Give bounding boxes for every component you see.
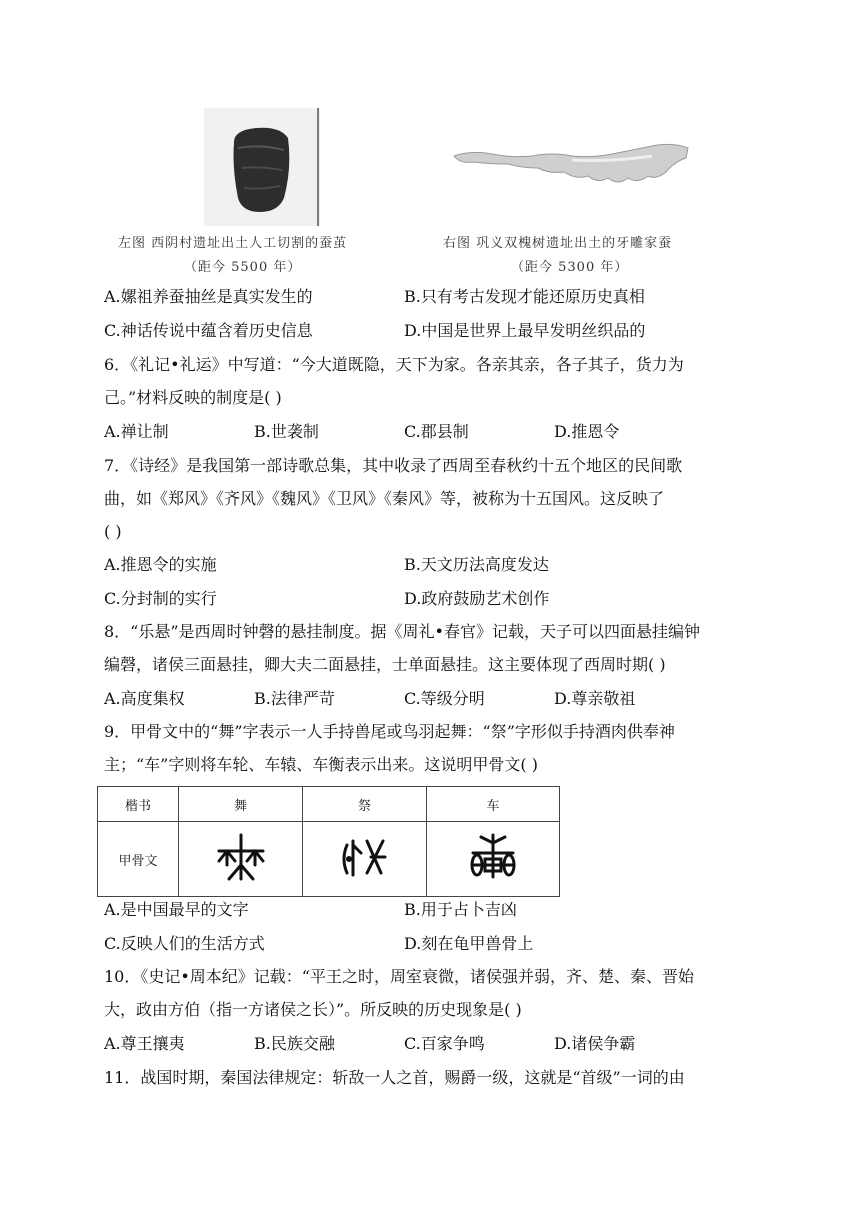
- q10-stem-line1: 10．《史记•周本纪》记载：“平王之时，周室衰微，诸侯强并弱，齐、楚、秦、晋始: [104, 967, 694, 986]
- q6-stem-line1: 6．《礼记•礼运》中写道：“今大道既隐，天下为家。各亲其亲，各子其子，货力为: [104, 355, 684, 374]
- q6-option-a: A.禅让制: [104, 422, 169, 441]
- q5-option-d: D.中国是世界上最早发明丝织品的: [404, 321, 646, 340]
- q5-option-b: B.只有考古发现才能还原历史真相: [404, 287, 645, 306]
- q10-option-b: B.民族交融: [254, 1034, 335, 1053]
- q6-option-c: C.郡县制: [404, 422, 469, 441]
- q7-stem-line1: 7．《诗经》是我国第一部诗歌总集，其中收录了西周至春秋约十五个地区的民间歌: [104, 456, 683, 475]
- ivory-silkworm-photo: [452, 136, 692, 196]
- table-header-kaishu: 楷书: [98, 787, 179, 822]
- q7-option-d: D.政府鼓励艺术创作: [404, 589, 550, 608]
- oracle-glyph-che: [427, 822, 560, 897]
- q7-option-c: C.分封制的实行: [104, 589, 217, 608]
- q11-stem-line1: 11．战国时期，秦国法律规定：斩敌一人之首，赐爵一级，这就是“首级”一词的由: [104, 1068, 685, 1087]
- q8-option-d: D.尊亲敬祖: [554, 689, 636, 708]
- q9-option-d: D.刻在龟甲兽骨上: [404, 934, 534, 953]
- q8-stem-line1: 8．“乐悬”是西周时钟磬的悬挂制度。据《周礼•春官》记载，天子可以四面悬挂编钟: [104, 622, 700, 641]
- table-char-che: 车: [427, 787, 560, 822]
- q8-option-b: B.法律严苛: [254, 689, 335, 708]
- q9-stem-line2: 主；“车”字则将车轮、车辕、车衡表示出来。这说明甲骨文( ): [104, 755, 538, 774]
- q5-option-c: C.神话传说中蕴含着历史信息: [104, 321, 313, 340]
- table-row-label-oracle: 甲骨文: [98, 822, 179, 897]
- oracle-glyph-wu: [179, 822, 303, 897]
- q9-option-b: B.用于占卜吉凶: [404, 900, 517, 919]
- right-figure-caption: 右图 巩义双槐树遗址出土的牙雕家蚕: [443, 236, 673, 251]
- q8-stem-line2: 编磬，诸侯三面悬挂，卿大夫二面悬挂，士单面悬挂。这主要体现了西周时期( ): [104, 655, 666, 674]
- cocoon-photo: [204, 108, 320, 226]
- q6-option-d: D.推恩令: [554, 422, 620, 441]
- q10-option-a: A.尊王攘夷: [104, 1034, 185, 1053]
- q9-option-a: A.是中国最早的文字: [104, 900, 249, 919]
- q9-stem-line1: 9．甲骨文中的“舞”字表示一人手持兽尾或鸟羽起舞：“祭”字形似手持酒肉供奉神: [104, 722, 675, 741]
- q9-option-c: C.反映人们的生活方式: [104, 934, 265, 953]
- oracle-glyph-ji: [303, 822, 427, 897]
- q10-stem-line2: 大，政由方伯（指一方诸侯之长）”。所反映的历史现象是( ): [104, 1000, 522, 1019]
- q10-option-d: D.诸侯争霸: [554, 1034, 636, 1053]
- q10-option-c: C.百家争鸣: [404, 1034, 485, 1053]
- q5-option-a: A.嫘祖养蚕抽丝是真实发生的: [104, 287, 313, 306]
- q7-stem-line3: ( ): [104, 522, 122, 541]
- q8-option-c: C.等级分明: [404, 689, 485, 708]
- right-figure-date: （距今 5300 年）: [511, 260, 629, 275]
- q7-stem-line2: 曲，如《郑风》《齐风》《魏风》《卫风》《秦风》等，被称为十五国风。这反映了: [104, 489, 665, 508]
- table-char-ji: 祭: [303, 787, 427, 822]
- table-char-wu: 舞: [179, 787, 303, 822]
- q6-stem-line2: 己。”材料反映的制度是( ): [104, 388, 282, 407]
- q7-option-a: A.推恩令的实施: [104, 555, 217, 574]
- left-figure-date: （距今 5500 年）: [184, 260, 302, 275]
- left-figure-caption: 左图 西阴村遗址出土人工切割的蚕茧: [118, 236, 348, 251]
- q7-option-b: B.天文历法高度发达: [404, 555, 549, 574]
- q8-option-a: A.高度集权: [104, 689, 185, 708]
- oracle-bone-table: [97, 786, 560, 897]
- q6-option-b: B.世袭制: [254, 422, 319, 441]
